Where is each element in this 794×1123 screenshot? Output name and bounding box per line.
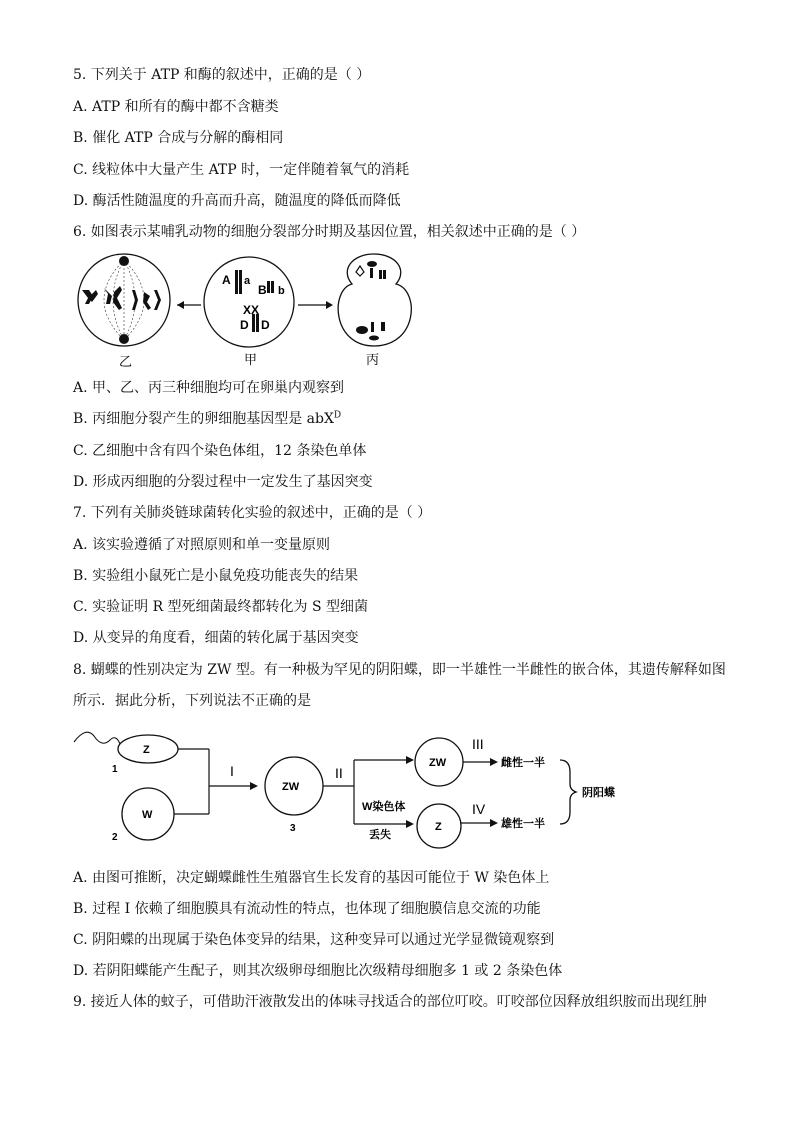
gene-b: b — [278, 285, 285, 297]
cell-bing — [338, 254, 411, 346]
q8-option-c: C. 阴阳蝶的出现属于染色体变异的结果，这种变异可以通过光学显微镜观察到 — [73, 932, 555, 948]
step-II: II — [335, 765, 343, 781]
sperm-tail — [74, 732, 120, 744]
q7-option-d: D. 从变异的角度看，细菌的转化属于基因突变 — [73, 630, 359, 646]
q8-option-a: A. 由图可推断，决定蝴蝶雌性生殖器官生长发育的基因可能位于 W 染色体上 — [73, 870, 550, 886]
gene-A: A — [222, 273, 231, 287]
arrow-head-yi — [177, 301, 184, 309]
step-III: III — [472, 736, 484, 752]
q9-stem: 9. 接近人体的蚊子，可借助汗液散发出的体味寻找适合的部位叮咬。叮咬部位因释放组织胺而出现红肿 — [73, 994, 707, 1010]
male-half-label: 雄性一半 — [501, 818, 545, 830]
q8-stem-line2: 所示．据此分析，下列说法不正确的是 — [73, 693, 311, 709]
step-I: I — [230, 763, 234, 779]
gene-D-left: D — [240, 318, 249, 332]
female-half-label: 雌性一半 — [501, 757, 545, 769]
label-3: 3 — [290, 823, 296, 834]
q6-stem: 6. 如图表示某哺乳动物的细胞分裂部分时期及基因位置，相关叙述中正确的是（ ） — [73, 224, 586, 240]
q8-stem-line1: 8. 蝴蝶的性别决定为 ZW 型。有一种极为罕见的阴阳蝶，即一半雄性一半雌性的嵌合体，其遗传解释如图 — [73, 662, 726, 678]
cell-yi-label: 乙 — [119, 354, 133, 369]
q5-option-a: A. ATP 和所有的酶中都不含糖类 — [73, 99, 279, 115]
egg-label: W — [142, 809, 153, 821]
q6-option-d: D. 形成丙细胞的分裂过程中一定发生了基因突变 — [73, 474, 373, 490]
q8-option-d: D. 若阴阳蝶能产生配子，则其次级卵母细胞比次级精母细胞多 1 或 2 条染色体 — [73, 963, 563, 979]
cell-jia-label: 甲 — [244, 352, 258, 367]
q7-option-a: A. 该实验遵循了对照原则和单一变量原则 — [73, 537, 331, 553]
label-2: 2 — [112, 832, 118, 843]
q5-option-c: C. 线粒体中大量产生 ATP 时，一定伴随着氧气的消耗 — [73, 162, 410, 178]
top-zw-label: ZW — [429, 757, 447, 769]
zygote-label: ZW — [282, 781, 300, 793]
cell-jia — [204, 257, 294, 347]
sperm-label: Z — [143, 744, 150, 756]
butterfly-genetics-figure — [72, 722, 632, 850]
label-1: 1 — [112, 764, 118, 775]
q8-option-b: B. 过程 I 依赖了细胞膜具有流动性的特点，也体现了细胞膜信息交流的功能 — [73, 901, 541, 917]
result-brace — [560, 760, 576, 824]
q6-option-b-line — [73, 410, 341, 428]
step-IV: IV — [472, 801, 486, 817]
q6-option-b-sup: D — [333, 410, 342, 421]
q5-option-d: D. 酶活性随温度的升高而升高，随温度的降低而降低 — [73, 193, 401, 209]
q7-option-c: C. 实验证明 R 型死细菌最终都转化为 S 型细菌 — [73, 599, 369, 615]
q5-option-b: B. 催化 ATP 合成与分解的酶相同 — [73, 130, 284, 146]
w-loss-label-1: W染色体 — [362, 801, 406, 813]
q7-option-b: B. 实验组小鼠死亡是小鼠免疫功能丧失的结果 — [73, 568, 359, 584]
q7-stem: 7. 下列有关肺炎链球菌转化实验的叙述中，正确的是（ ） — [73, 505, 432, 521]
w-loss-label-2: 丢失 — [369, 829, 391, 841]
arrow-head-bing — [326, 301, 333, 309]
q6-option-a: A. 甲、乙、丙三种细胞均可在卵巢内观察到 — [73, 380, 345, 396]
gene-D-right: D — [261, 318, 270, 332]
cell-bing-label: 丙 — [366, 352, 380, 367]
gene-a: a — [244, 275, 251, 287]
cell-yi — [78, 254, 170, 346]
gene-B: B — [258, 283, 267, 297]
cell-division-figure — [74, 250, 424, 370]
bottom-z-label: Z — [435, 821, 442, 833]
result-label: 阴阳蝶 — [582, 787, 615, 799]
q5-stem: 5. 下列关于 ATP 和酶的叙述中，正确的是（ ） — [73, 67, 371, 83]
q6-option-b: B. 丙细胞分裂产生的卵细胞基因型是 abX — [73, 411, 334, 427]
chrom-XX: XX — [243, 303, 260, 317]
q6-option-c: C. 乙细胞中含有四个染色体组，12 条染色单体 — [73, 443, 367, 459]
